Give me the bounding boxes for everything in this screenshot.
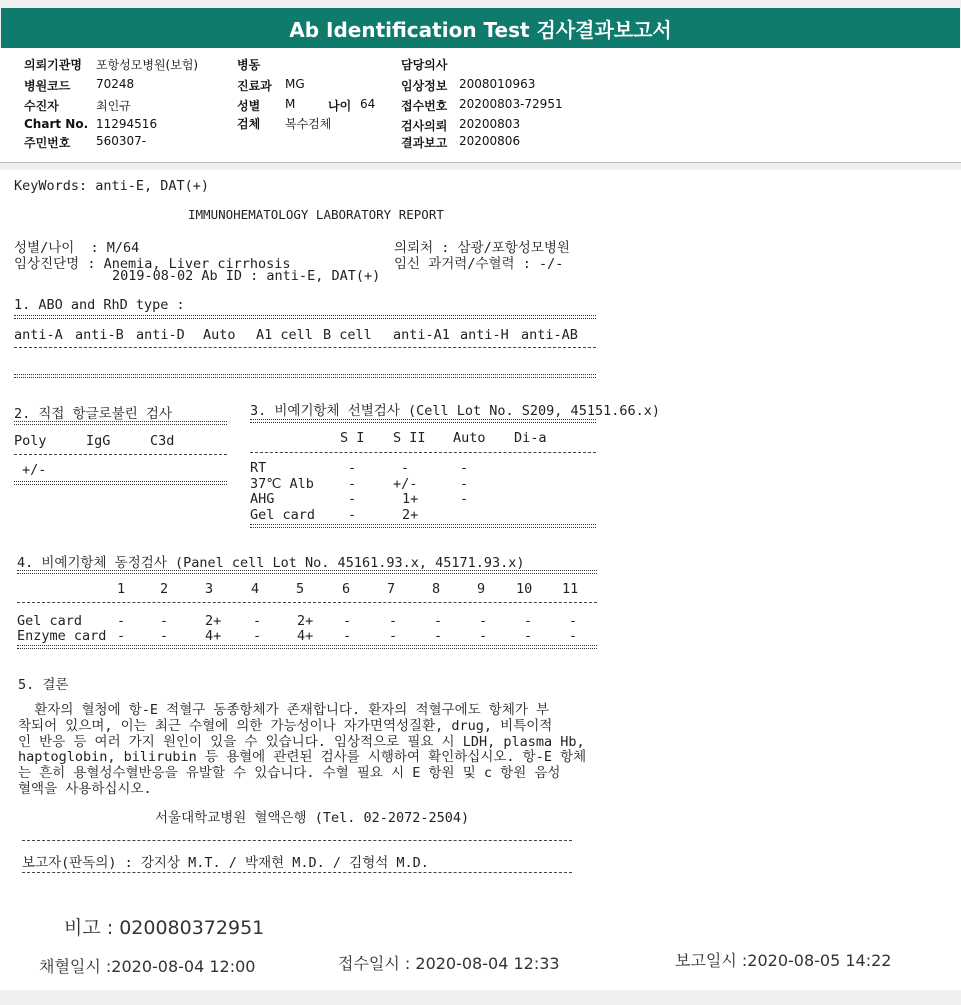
section-screening-title: 3. 비예기항체 선별검사 (Cell Lot No. S209, 45151.66.x) — [250, 403, 660, 419]
divider — [14, 454, 227, 455]
screen-cell: - — [348, 491, 357, 507]
divider — [250, 419, 596, 423]
header-label: 진료과 — [237, 79, 272, 93]
header-label: 검체 — [237, 117, 261, 131]
panel-col: 9 — [477, 581, 486, 597]
note: 비고 : 020080372951 — [64, 917, 265, 939]
screen-cell: +/- — [393, 476, 418, 492]
abo-col: anti-A1 — [393, 327, 450, 343]
divider — [250, 524, 596, 528]
header-label: 접수번호 — [401, 99, 448, 113]
divider — [250, 452, 596, 453]
header-label: 검사의뢰 — [401, 119, 448, 133]
divider — [14, 374, 596, 378]
divider — [14, 347, 596, 348]
screen-cell: 2+ — [402, 507, 419, 523]
screen-cell: - — [348, 507, 357, 523]
collected-datetime: 채혈일시 :2020-08-04 12:00 — [39, 957, 256, 976]
header-value: 560307- — [96, 134, 147, 148]
screen-cell: - — [460, 491, 469, 507]
header-value: 20200803 — [459, 117, 521, 131]
dat-value: +/- — [22, 462, 47, 478]
divider — [22, 872, 572, 873]
abo-col: B cell — [323, 327, 372, 343]
age-label: 나이 — [328, 99, 352, 113]
panel-cell: - — [253, 613, 262, 629]
conclusion-line: 혈액을 사용하십시오. — [18, 781, 152, 797]
panel-cell: - — [389, 628, 398, 644]
panel-cell: - — [343, 628, 352, 644]
divider — [17, 645, 597, 649]
panel-col: 5 — [296, 581, 305, 597]
keywords: KeyWords: anti-E, DAT(+) — [14, 178, 210, 194]
screen-cell: 1+ — [402, 491, 419, 507]
panel-cell: 4+ — [297, 628, 314, 644]
screen-cell: - — [401, 460, 410, 476]
screen-col: Auto — [453, 430, 486, 446]
panel-cell: 4+ — [205, 628, 222, 644]
header-value: 최인규 — [96, 99, 131, 113]
age-value: 64 — [360, 97, 376, 111]
header-label: 의뢰기관명 — [24, 58, 82, 72]
panel-cell: - — [479, 628, 488, 644]
header-value: 포항성모병원(보험) — [96, 58, 199, 72]
screen-col: S I — [340, 430, 365, 446]
panel-cell: - — [160, 628, 169, 644]
header-value: 복수검체 — [285, 117, 332, 131]
panel-col: 4 — [251, 581, 260, 597]
conclusion-line: haptoglobin, bilirubin 등 용혈에 관련된 검사를 시행하여 확인하십시오. 항-E 항체 — [18, 749, 587, 765]
blood-bank: 서울대학교병원 혈액은행 (Tel. 02-2072-2504) — [155, 810, 470, 826]
divider — [14, 481, 227, 485]
screen-row-label: AHG — [250, 491, 275, 507]
header-label: 병동 — [237, 58, 261, 72]
section-conclusion-title: 5. 결론 — [18, 677, 69, 693]
header-value: 20200803-72951 — [459, 97, 563, 111]
header-value: 2008010963 — [459, 77, 536, 91]
screen-cell: - — [348, 476, 357, 492]
panel-col: 8 — [432, 581, 441, 597]
prior-ab-id: 2019-08-02 Ab ID : anti-E, DAT(+) — [112, 268, 381, 284]
divider — [17, 602, 597, 603]
report-body — [0, 170, 961, 990]
section-dat-title: 2. 직접 항글로불린 검사 — [14, 406, 173, 422]
screen-row-label: 37℃ Alb — [250, 476, 314, 492]
screen-col: S II — [393, 430, 426, 446]
panel-row-label: Enzyme card — [17, 628, 107, 644]
panel-cell: - — [479, 613, 488, 629]
panel-row-label: Gel card — [17, 613, 83, 629]
screen-cell: - — [348, 460, 357, 476]
sex-age: 성별/나이 : M/64 — [14, 240, 140, 256]
patient-header — [0, 48, 961, 163]
abo-col: anti-A — [14, 327, 63, 343]
header-label: 임상정보 — [401, 79, 448, 93]
panel-cell: - — [160, 613, 169, 629]
header-label: 수진자 — [24, 99, 59, 113]
panel-col: 2 — [160, 581, 169, 597]
screen-cell: - — [460, 476, 469, 492]
header-value: 70248 — [96, 77, 135, 91]
header-value: M — [285, 97, 296, 111]
panel-cell: - — [569, 613, 578, 629]
conclusion-line: 착되어 있으며, 이는 최근 수혈에 의한 가능성이나 자가면역성질환, drug, 비특이적 — [18, 718, 553, 734]
referrer: 의뢰처 : 삼광/포항성모병원 — [394, 240, 570, 256]
panel-cell: - — [389, 613, 398, 629]
divider — [14, 315, 596, 319]
dat-col: IgG — [86, 433, 111, 449]
panel-col: 6 — [342, 581, 351, 597]
divider — [14, 421, 227, 425]
conclusion-line: 환자의 혈청에 항-E 적혈구 동종항체가 존재합니다. 환자의 적혈구에도 항체가 부 — [18, 702, 550, 718]
panel-cell: - — [253, 628, 262, 644]
panel-cell: - — [569, 628, 578, 644]
header-value: 20200806 — [459, 134, 521, 148]
panel-cell: 2+ — [297, 613, 314, 629]
report-title: Ab Identification Test 검사결과보고서 — [1, 8, 960, 48]
section-abo-title: 1. ABO and RhD type : — [14, 297, 185, 313]
panel-col: 7 — [387, 581, 396, 597]
screen-cell: - — [460, 460, 469, 476]
panel-col: 11 — [562, 581, 579, 597]
abo-col: anti-D — [136, 327, 185, 343]
header-value: MG — [285, 77, 305, 91]
dat-col: C3d — [150, 433, 175, 449]
reported-datetime: 보고일시 :2020-08-05 14:22 — [675, 951, 892, 970]
report-heading: IMMUNOHEMATOLOGY LABORATORY REPORT — [188, 207, 444, 222]
divider — [17, 570, 597, 574]
abo-col: A1 cell — [256, 327, 313, 343]
header-label: 담당의사 — [401, 58, 448, 72]
pregnancy-transfusion: 임신 과거력/수혈력 : -/- — [394, 256, 564, 272]
screen-row-label: Gel card — [250, 507, 316, 523]
panel-cell: - — [434, 613, 443, 629]
panel-col: 1 — [117, 581, 126, 597]
diagnosis: 임상진단명 : Anemia, Liver cirrhosis — [14, 256, 291, 272]
screen-col: Di-a — [514, 430, 547, 446]
dat-col: Poly — [14, 433, 47, 449]
header-label: Chart No. — [24, 117, 89, 131]
header-value: 11294516 — [96, 117, 158, 131]
section-panel-title: 4. 비예기항체 동정검사 (Panel cell Lot No. 45161.93.x, 45171.93.x) — [17, 555, 525, 571]
abo-col: Auto — [203, 327, 236, 343]
panel-cell: - — [524, 613, 533, 629]
conclusion-line: 는 흔히 용혈성수혈반응을 유발할 수 있습니다. 수혈 필요 시 E 항원 및 c 항원 음성 — [18, 765, 561, 781]
header-label: 병원코드 — [24, 79, 71, 93]
panel-cell: - — [343, 613, 352, 629]
conclusion-line: 인 반응 등 여러 가지 원인이 있을 수 있습니다. 임상적으로 필요 시 LDH, plasma Hb, — [18, 734, 585, 750]
divider — [22, 840, 572, 841]
screen-row-label: RT — [250, 460, 267, 476]
abo-col: anti-H — [460, 327, 509, 343]
header-label: 성별 — [237, 99, 261, 113]
header-label: 주민번호 — [24, 136, 71, 150]
received-datetime: 접수일시 : 2020-08-04 12:33 — [338, 954, 560, 973]
panel-col: 3 — [205, 581, 214, 597]
header-label: 결과보고 — [401, 136, 448, 150]
abo-col: anti-B — [75, 327, 124, 343]
panel-cell: - — [434, 628, 443, 644]
panel-cell: - — [117, 628, 126, 644]
panel-cell: - — [117, 613, 126, 629]
abo-col: anti-AB — [521, 327, 578, 343]
panel-cell: 2+ — [205, 613, 222, 629]
reporters: 보고자(판독의) : 강지상 M.T. / 박재현 M.D. / 김형석 M.D. — [22, 855, 429, 871]
panel-col: 10 — [516, 581, 533, 597]
panel-cell: - — [524, 628, 533, 644]
